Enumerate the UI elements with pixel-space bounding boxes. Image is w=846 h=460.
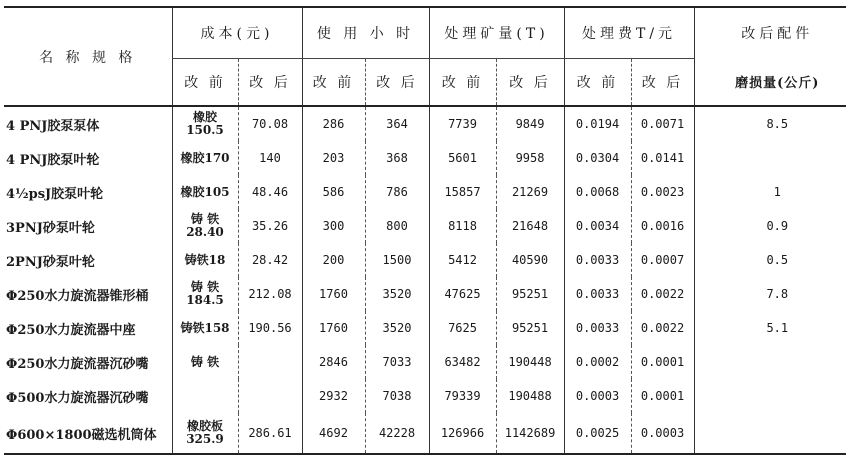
cell-hours-before: 1760 [302,311,365,345]
cell-hours-after: 7038 [365,379,429,413]
cell-ore-before: 8118 [429,209,496,243]
table-body [4,106,846,454]
header-fee-after: 改 后 [631,59,694,107]
table-row [4,175,846,209]
table-row [4,311,846,345]
header-hours-before: 改 前 [302,59,365,107]
cell-cost-before: 铸 铁 28.40 [172,209,238,243]
header-ore-after: 改 后 [496,59,564,107]
header-parts-line2: 磨损量(公斤) [694,59,846,107]
cell-fee-after: 0.0016 [631,209,694,243]
cell-name: 4 PNJ胶泵叶轮 [6,152,100,168]
cell-fee-before: 0.0033 [564,277,631,311]
cell-name: 3PNJ砂泵叶轮 [6,220,95,236]
parts-cost-table [4,6,846,455]
cell-cost-after [238,345,302,379]
header-hours-after: 改 后 [365,59,429,107]
cell-ore-after: 9849 [496,106,564,141]
header-parts-line1: 改后配件 [694,7,846,59]
cell-name: Φ250水力旋流器中座 [6,322,136,338]
table-row [4,379,846,413]
cell-name: 2PNJ砂泵叶轮 [6,254,95,270]
cell-hours-before: 1760 [302,277,365,311]
table-row [4,106,846,141]
cell-ore-after: 21269 [496,175,564,209]
cell-hours-before: 200 [302,243,365,277]
cell-ore-after: 1142689 [496,413,564,454]
cell-hours-after: 7033 [365,345,429,379]
cell-cost-after: 286.61 [238,413,302,454]
cell-cost-before: 橡胶板 325.9 [172,413,238,454]
cell-wear: 5.1 [694,311,846,345]
cell-hours-after: 42228 [365,413,429,454]
cell-ore-before: 47625 [429,277,496,311]
cell-fee-after: 0.0023 [631,175,694,209]
cell-cost-before: 橡胶170 [172,141,238,175]
cell-fee-before: 0.0003 [564,379,631,413]
header-fee-before: 改 前 [564,59,631,107]
cell-ore-before: 63482 [429,345,496,379]
cell-hours-before: 4692 [302,413,365,454]
cell-cost-before: 橡胶105 [172,175,238,209]
cell-fee-before: 0.0304 [564,141,631,175]
header-hours: 使 用 小 时 [302,7,429,59]
cell-wear [694,345,846,379]
table-row [4,209,846,243]
cell-cost-after: 190.56 [238,311,302,345]
cell-hours-after: 800 [365,209,429,243]
cell-cost-before: 铸铁18 [172,243,238,277]
cell-cost-before: 铸 铁 184.5 [172,277,238,311]
cell-fee-after: 0.0022 [631,277,694,311]
cell-cost-before: 铸 铁 [172,345,238,379]
cell-ore-before: 15857 [429,175,496,209]
header-cost-before: 改 前 [172,59,238,107]
header-ore: 处理矿量(T) [429,7,564,59]
cell-cost-before [172,379,238,413]
cell-hours-after: 3520 [365,277,429,311]
cell-fee-after: 0.0003 [631,413,694,454]
cell-ore-before: 79339 [429,379,496,413]
cell-hours-before: 203 [302,141,365,175]
cell-ore-after: 40590 [496,243,564,277]
cell-ore-after: 9958 [496,141,564,175]
cell-name: Φ250水力旋流器锥形桶 [6,288,149,304]
cell-ore-after: 190488 [496,379,564,413]
cell-wear: 0.5 [694,243,846,277]
cell-cost-after [238,379,302,413]
cell-cost-before: 铸铁158 [172,311,238,345]
cell-wear: 7.8 [694,277,846,311]
cell-ore-after: 95251 [496,311,564,345]
table-row [4,345,846,379]
cell-name: 4½psJ胶泵叶轮 [6,186,104,202]
cell-hours-before: 2846 [302,345,365,379]
cell-fee-before: 0.0194 [564,106,631,141]
cell-ore-after: 21648 [496,209,564,243]
cell-cost-after: 35.26 [238,209,302,243]
header-ore-before: 改 前 [429,59,496,107]
cell-fee-after: 0.0007 [631,243,694,277]
cell-fee-after: 0.0001 [631,379,694,413]
cell-name: Φ600×1800磁选机筒体 [4,413,172,454]
cell-name: Φ250水力旋流器沉砂嘴 [6,356,149,372]
cell-name: 4 PNJ胶泵泵体 [6,118,100,134]
cell-cost-after: 28.42 [238,243,302,277]
cell-fee-before: 0.0033 [564,243,631,277]
cell-fee-after: 0.0001 [631,345,694,379]
cell-wear: 0.9 [694,209,846,243]
cell-cost-after: 70.08 [238,106,302,141]
header-name-spec: 名 称 规 格 [4,7,172,106]
cell-wear [694,413,846,454]
cell-ore-before: 7625 [429,311,496,345]
cell-hours-before: 286 [302,106,365,141]
cell-wear [694,141,846,175]
cell-fee-before: 0.0025 [564,413,631,454]
cell-hours-before: 300 [302,209,365,243]
cell-hours-after: 786 [365,175,429,209]
cell-wear [694,379,846,413]
cell-fee-after: 0.0022 [631,311,694,345]
cell-ore-after: 190448 [496,345,564,379]
header-fee: 处理费T/元 [564,7,694,59]
cell-cost-after: 48.46 [238,175,302,209]
table-row [4,277,846,311]
cell-ore-after: 95251 [496,277,564,311]
cell-fee-before: 0.0068 [564,175,631,209]
table-row [4,141,846,175]
cell-hours-before: 586 [302,175,365,209]
header-cost: 成本(元) [172,7,302,59]
cell-hours-after: 364 [365,106,429,141]
cell-name: Φ500水力旋流器沉砂嘴 [6,390,149,406]
cell-wear: 8.5 [694,106,846,141]
cell-hours-after: 3520 [365,311,429,345]
cell-ore-before: 5601 [429,141,496,175]
cell-hours-before: 2932 [302,379,365,413]
cell-ore-before: 126966 [429,413,496,454]
cell-wear: 1 [694,175,846,209]
cell-fee-before: 0.0033 [564,311,631,345]
cell-fee-after: 0.0071 [631,106,694,141]
cell-fee-after: 0.0141 [631,141,694,175]
cell-fee-before: 0.0034 [564,209,631,243]
cell-cost-after: 212.08 [238,277,302,311]
cell-cost-before: 橡胶 150.5 [172,106,238,141]
cell-hours-after: 368 [365,141,429,175]
table-header [4,7,846,106]
table-row [4,413,846,454]
cell-hours-after: 1500 [365,243,429,277]
cell-ore-before: 7739 [429,106,496,141]
cell-cost-after: 140 [238,141,302,175]
cell-ore-before: 5412 [429,243,496,277]
header-cost-after: 改 后 [238,59,302,107]
table-row [4,243,846,277]
cell-fee-before: 0.0002 [564,345,631,379]
